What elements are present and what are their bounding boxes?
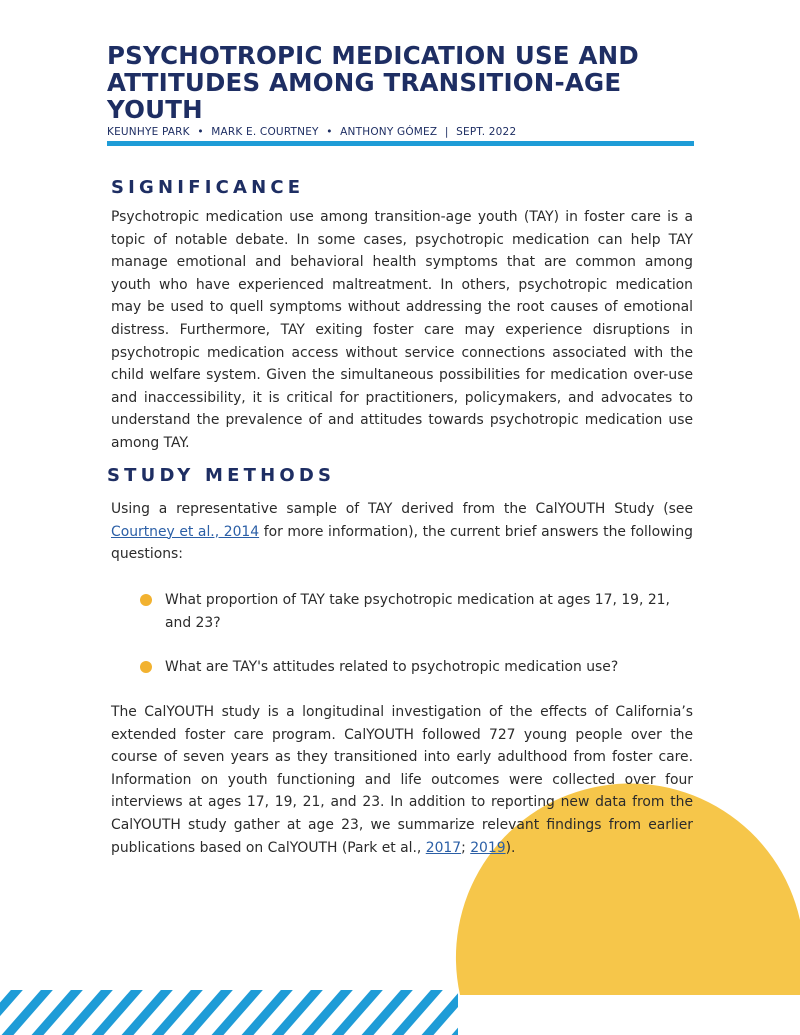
- bullet-dot-icon: [140, 661, 152, 673]
- methods-intro-paragraph: [111, 498, 693, 566]
- date-separator: |: [444, 126, 449, 138]
- author-separator: •: [197, 126, 204, 138]
- citation-separator: ;: [461, 839, 471, 856]
- title-rule: [107, 141, 694, 146]
- list-item: [140, 589, 700, 634]
- calyouth-text: The CalYOUTH study is a longitudinal investigation of the effects of California’s extended foster care program. CalYOUTH followed 727 young people over the course of seven years as they transitioned into early adulthood from foster care. Information on youth functioning and life outcomes were collected over four interviews at ages 17, 19, 21, and 23. In addition to reporting new data from the CalYOUTH study gather at age 23, we summarize relevant findings from earlier publications based on CalYOUTH (Park et al.,: [111, 704, 693, 856]
- publication-date: SEPT. 2022: [456, 126, 517, 138]
- author-name: KEUNHYE PARK: [107, 126, 190, 138]
- list-item: [140, 656, 700, 679]
- question-text: What are TAY's attitudes related to psychotropic medication use?: [165, 659, 619, 675]
- author-name: MARK E. COURTNEY: [211, 126, 319, 138]
- significance-paragraph: Psychotropic medication use among transition-age youth (TAY) in foster care is a topic of notable debate. In some cases, psychotropic medication can help TAY manage emotional and behavioral health symptoms that are common among youth who have experienced maltreatment. In others, psychotropic medication may be used to quell symptoms without addressing the root causes of emotional distress. Furthermore, TAY exiting foster care may experience disruptions in psychotropic medication access without service connections associated with the child welfare system. Given the simultaneous possibilities for medication over-use and inaccessibility, it is critical for practitioners, policymakers, and advocates to understand the prevalence of and attitudes towards psychotropic medication use among TAY.: [111, 209, 693, 451]
- question-text: What proportion of TAY take psychotropic medication at ages 17, 19, 21, and 23?: [165, 592, 670, 631]
- bullet-dot-icon: [140, 594, 152, 606]
- courtney-2014-link[interactable]: Courtney et al., 2014: [111, 523, 260, 540]
- page-title: PSYCHOTROPIC MEDICATION USE AND ATTITUDES AMONG TRANSITION-AGE YOUTH: [107, 41, 639, 124]
- calyouth-text-end: ).: [505, 839, 516, 856]
- methods-intro-text-end: for more information), the current brief answers the following questions:: [111, 523, 693, 563]
- calyouth-paragraph: [111, 701, 693, 859]
- significance-heading: SIGNIFICANCE: [111, 177, 305, 198]
- author-name: ANTHONY GÓMEZ: [340, 126, 438, 138]
- methods-intro-text: Using a representative sample of TAY derived from the CalYOUTH Study (see: [111, 501, 693, 517]
- park-2017-link[interactable]: 2017: [425, 839, 462, 856]
- blue-stripes: [0, 975, 510, 1035]
- byline: [107, 126, 707, 138]
- author-separator: •: [326, 126, 333, 138]
- park-2019-link[interactable]: 2019: [470, 839, 506, 856]
- study-methods-heading: STUDY METHODS: [107, 465, 336, 486]
